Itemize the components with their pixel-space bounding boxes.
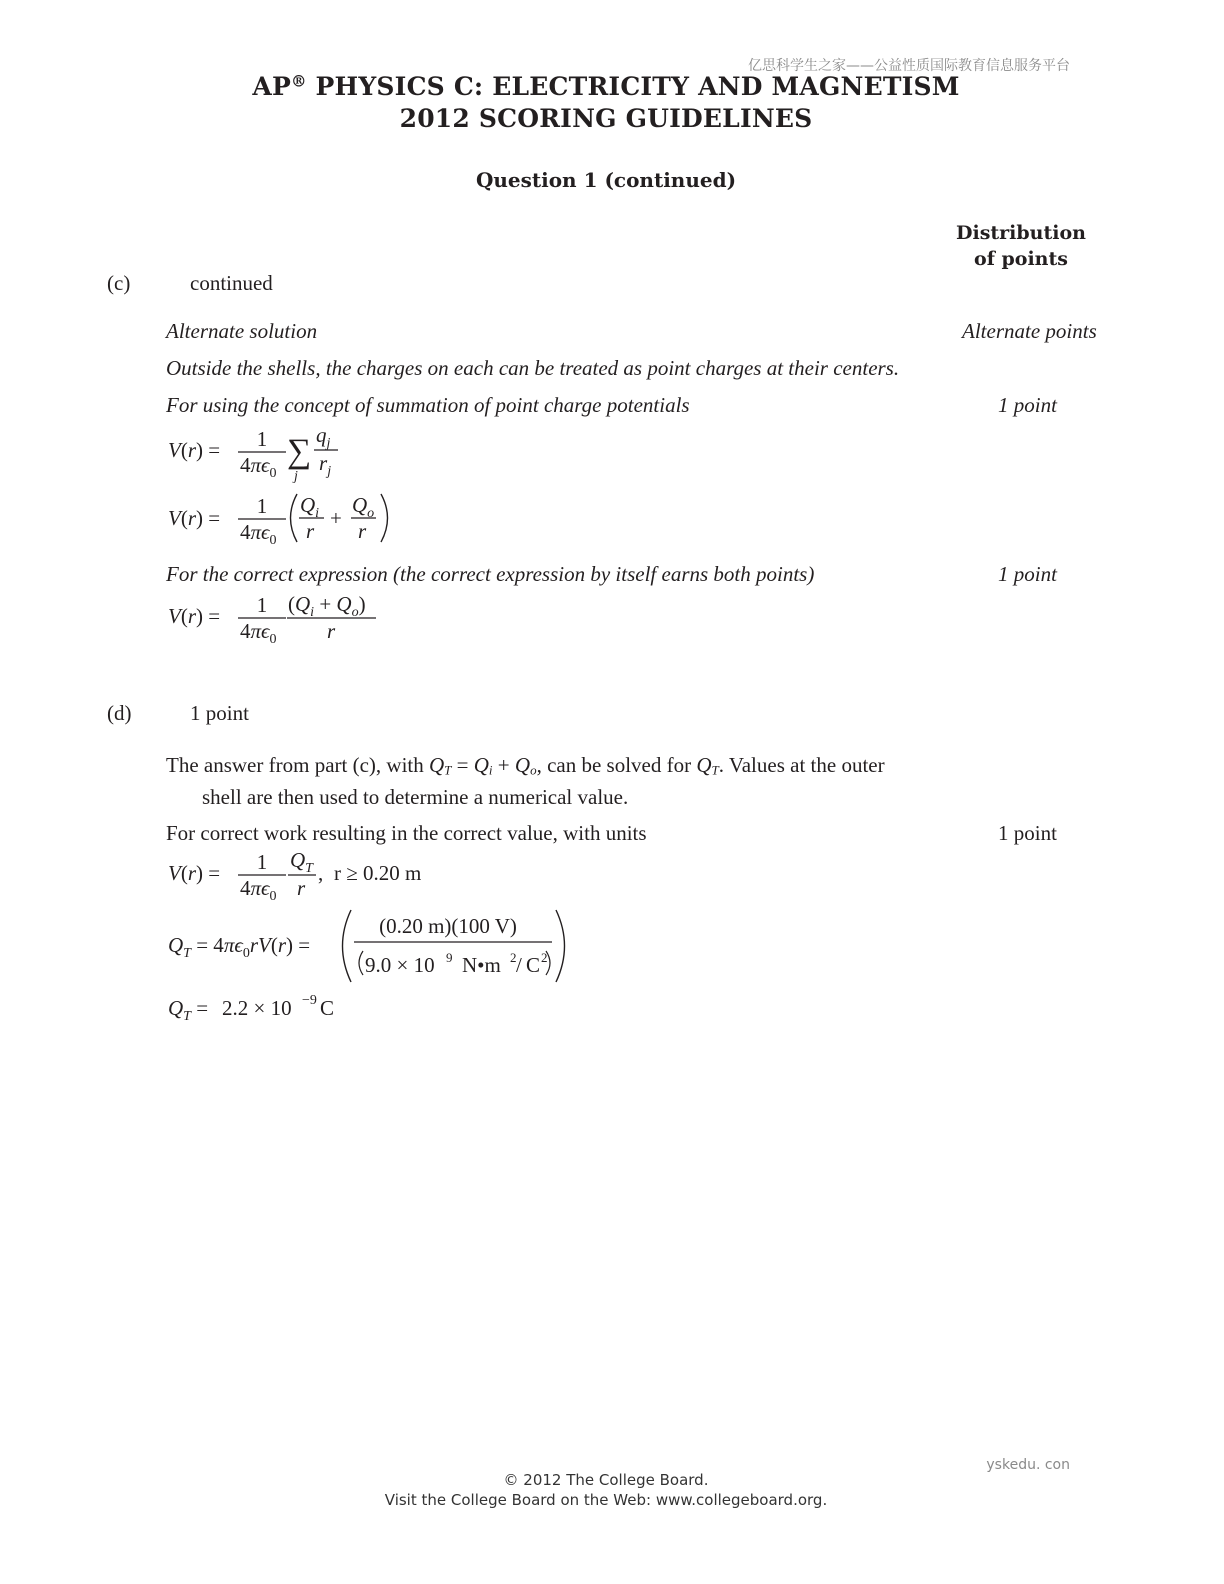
part-d-label: (d) [107,701,132,725]
svg-text:1: 1 [256,850,268,874]
points-correct-work: 1 point [998,821,1057,845]
svg-text:4πϵ0: $4\pi\epsilon_0$ [240,619,277,647]
svg-text:1: 1 [256,494,268,518]
watermark-top: 亿思科学生之家——公益性质国际教育信息服务平台 [748,58,1070,74]
svg-text:V(r) =: V(r) = [168,861,221,885]
svg-text:rj: $r_j$ [319,451,332,479]
svg-text:r: r [306,519,315,543]
equation-combined [166,590,386,650]
equation-two-shells [166,488,406,548]
page-title: AP® PHYSICS C: ELECTRICITY AND MAGNETISM [252,71,960,101]
svg-text:4πϵ0: $4\pi\epsilon_0$ [240,520,277,548]
constant-mantissa: 9.0 × 10 [365,953,435,977]
radius-condition: r ≥ 0.20 m [334,861,422,885]
criterion-summation: For using the concept of summation of point charge potentials [166,393,690,417]
svg-text:4πϵ0: $4\pi\epsilon_0$ [240,453,277,481]
result-mantissa: 2.2 × 10 [222,996,292,1020]
svg-text:+: + [330,506,342,530]
svg-text:(Qi + Qo): $(Q_i + Q_o)$ [288,592,366,620]
point-charge-intro: Outside the shells, the charges on each can be treated as point charges at their centers. [166,356,900,380]
page-subtitle: 2012 SCORING GUIDELINES [399,104,813,133]
part-c-status: continued [190,271,273,295]
svg-text:Qi: $Q_i$ [300,493,320,521]
svg-text:r: r [358,519,367,543]
svg-text:r: r [297,876,306,900]
constant-exponent: 9 [446,950,453,965]
criterion-correct-expression: For the correct expression (the correct expression by itself earns both points) [166,562,815,586]
footer-copyright: © 2012 The College Board. [503,1471,709,1489]
svg-text:j: j [294,469,298,484]
svg-text:qj: $q_j$ [316,423,331,451]
criterion-correct-work: For correct work resulting in the correct value, with units [166,821,647,845]
footer-website: Visit the College Board on the Web: www.collegeboard.org. [384,1491,828,1509]
svg-text:V(r) =: V(r) = [168,438,221,462]
svg-text:4πϵ0: $4\pi\epsilon_0$ [240,876,277,904]
part-d-points: 1 point [190,701,249,725]
svg-text:/: / [516,953,522,977]
equation-total-charge-potential [166,848,446,904]
alternate-points-label: Alternate points [962,319,1097,343]
svg-text:QT = 4πϵ0rV(r) =: $Q_T = 4\pi\epsilon_0rV(r)$ = [168,933,311,961]
result-exponent: −9 [302,993,317,1008]
svg-text:Qo: $Q_o$ [352,493,375,521]
svg-text:V(r) =: V(r) = [168,604,221,628]
svg-text:2: 2 [510,950,517,965]
equation-summation [166,422,366,486]
watermark-bottom: yskedu. con [986,1457,1070,1473]
equation-total-charge-calc [166,906,586,988]
part-d-explanation-line1: The answer from part (c), with $Q_T = Q_i + Q_o$, can be solved for $Q_T$. Values at the outer [166,753,885,778]
svg-text:V(r) =: V(r) = [168,506,221,530]
result-unit: C [320,996,335,1020]
svg-text:QT =: $Q_T$ = [168,996,209,1024]
part-d-explanation-line2: shell are then used to determine a numerical value. [202,785,629,809]
svg-text:QT: $Q_T$ [290,848,313,876]
equation-result [166,990,386,1024]
question-heading: Question 1 (continued) [475,168,737,192]
distribution-heading: Distribution of points [956,222,1086,270]
numerator-value: (0.20 m)(100 V) [379,914,517,938]
alternate-solution-label: Alternate solution [166,319,318,343]
svg-text:∑: ∑ [287,433,312,470]
svg-text:2: 2 [541,950,548,965]
svg-text:1: 1 [256,593,268,617]
constant-units: N•m [462,953,501,977]
points-correct-expression: 1 point [998,562,1057,586]
part-c-label: (c) [107,271,131,295]
svg-text:r: r [327,619,336,643]
svg-text:,: , [318,861,324,885]
points-summation: 1 point [998,393,1057,417]
svg-text:1: 1 [256,427,268,451]
svg-text:C: C [526,953,541,977]
